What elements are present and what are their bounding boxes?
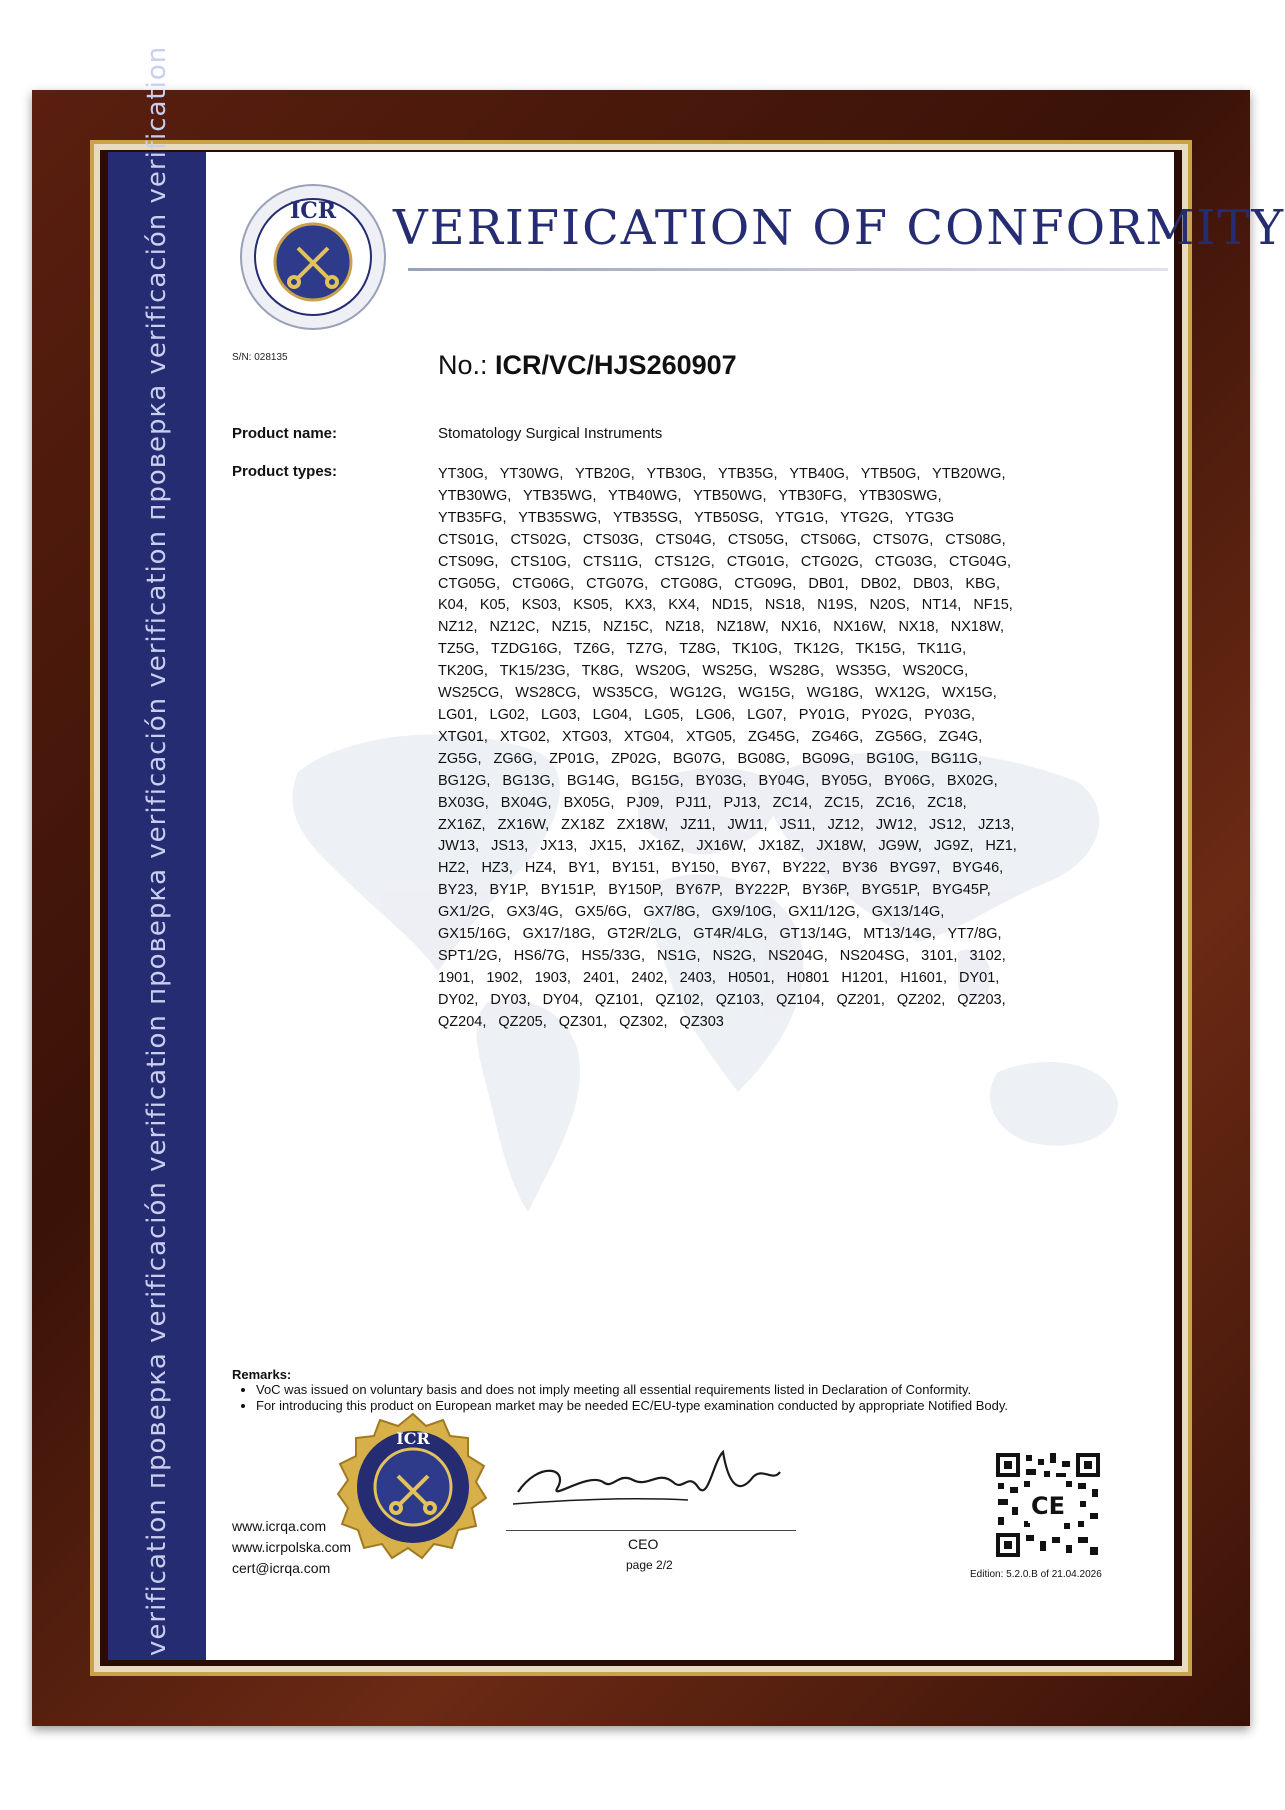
product-types-label: Product types: bbox=[232, 463, 338, 480]
certificate-paper bbox=[108, 45, 1285, 1660]
title-rule bbox=[408, 268, 1168, 271]
serial-number: S/N: 028135 bbox=[232, 352, 288, 363]
remark-item: • For introducing this product on European market may be needed EC/EU-type examination conducted by appropriate Notified Body. bbox=[256, 1398, 1008, 1414]
side-band-text: verification проверка verificación verification проверка verificación verification проверка verificación verification bbox=[142, 45, 172, 1656]
conformity-seal bbox=[338, 1412, 488, 1562]
website-link[interactable]: www.icrqa.com bbox=[232, 1518, 327, 1534]
certificate-number-value: ICR/VC/HJS260907 bbox=[495, 350, 737, 380]
certificate-number-prefix: No.: bbox=[438, 350, 496, 380]
seal-text: ICR bbox=[396, 1429, 430, 1448]
product-types-value: YT30G, YT30WG, YTB20G, YTB30G, YTB35G, YTB40G, YTB50G, YTB20WG, YTB30WG, YTB35WG, YTB40WG, YTB50WG, YTB30FG, YTB30SWG, YTB35FG, YTB35SWG, YTB35SG, YTB50SG, YTG1G, YTG2G, YTG3G CTS01G, CTS02G, CTS03G, CTS04G, CTS05G, CTS06G, CTS07G, CTS08G, CTS09G, CTS10G, CTS11G, CTS12G, CTG01G, CTG02G, CTG03G, CTG04G, CTG05G, CTG06G, CTG07G, CTG08G, CTG09G, DB01, DB02, DB03, KBG, K04, K05, KS03, KS05, KX3, KX4, ND15, NS18, N19S, N20S, NT14, NF15, NZ12, NZ12C, NZ15, NZ15C, NZ18, NZ18W, NX16, NX16W, NX18, NX18W, TZ5G, TZDG16G, TZ6G, TZ7G, TZ8G, TK10G, TK12G, TK15G, TK11G, TK20G, TK15/23G, TK8G, WS20G, WS25G, WS28G, WS35G, WS20CG, WS25CG, WS28CG, WS35CG, WG12G, WG15G, WG18G, WX12G, WX15G, LG01, LG02, LG03, LG04, LG05, LG06, LG07, PY01G, PY02G, PY03G, XTG01, XTG02, XTG03, XTG04, XTG05, ZG45G, ZG46G, ZG56G, ZG4G, ZG5G, ZG6G, ZP01G, ZP02G, BG07G, BG08G, BG09G, BG10G, BG11G, BG12G, BG13G, BG14G, BG15G, BY03G, BY04G, BY05G, BY06G, BX02G, BX03G, BX04G, BX05G, PJ09, PJ11, PJ13, ZC14, ZC15, ZC16, ZC18, ZX16Z, ZX16W, ZX18Z ZX18W, JZ11, JW11, JS11, JZ12, JW12, JS12, JZ13, JW13, JS13, JX13, JX15, JX16Z, JX16W, JX18Z, JX18W, JG9W, JG9Z, HZ1, HZ2, HZ3, HZ4, BY1, BY151, BY150, BY67, BY222, BY36 BYG97, BYG46, BY23, BY1P, BY151P, BY150P, BY67P, BY222P, BY36P, BYG51P, BYG45P, GX1/2G, GX3/4G, GX5/6G, GX7/8G, GX9/10G, GX11/12G, GX13/14G, GX15/16G, GX17/18G, GT2R/2LG, GT4R/4LG, GT13/14G, MT13/14G, YT7/8G, SPT1/2G, HS6/7G, HS5/33G, NS1G, NS2G, NS204G, NS204SG, 3101, 3102, 1901, 1902, 1903, 2401, 2402, 2403, H0501, H0801 H1201, H1601, DY01, DY02, DY03, DY04, QZ101, QZ102, QZ103, QZ104, QZ201, QZ202, QZ203, QZ204, QZ205, QZ301, QZ302, QZ303 bbox=[438, 466, 1017, 1030]
remarks-list bbox=[236, 1382, 1008, 1414]
product-name-value: Stomatology Surgical Instruments bbox=[438, 425, 663, 442]
certificate-title: VERIFICATION OF CONFORMITY bbox=[393, 200, 1285, 256]
remark-item: • VoC was issued on voluntary basis and does not imply meeting all essential requirements listed in Declaration of Conformity. bbox=[256, 1382, 1008, 1398]
contact-block bbox=[232, 1516, 351, 1579]
icr-logo bbox=[238, 182, 388, 332]
signature-line bbox=[506, 1530, 796, 1531]
signatory-role: CEO bbox=[628, 1536, 659, 1552]
certificate-number bbox=[438, 350, 737, 381]
product-name-label: Product name: bbox=[232, 425, 338, 442]
remarks-heading: Remarks: bbox=[232, 1367, 292, 1382]
page-number: page 2/2 bbox=[626, 1558, 673, 1572]
logo-text: ICR bbox=[289, 198, 337, 224]
side-band bbox=[108, 45, 206, 1660]
website-link[interactable]: www.icrpolska.com bbox=[232, 1539, 352, 1555]
edition-text: Edition: 5.2.0.B of 21.04.2026 bbox=[970, 1569, 1102, 1580]
email-link[interactable]: cert@icrqa.com bbox=[232, 1560, 331, 1576]
ce-mark: CE bbox=[1030, 1492, 1066, 1520]
signature-icon bbox=[508, 1442, 788, 1522]
qr-code-icon[interactable] bbox=[994, 1451, 1102, 1559]
